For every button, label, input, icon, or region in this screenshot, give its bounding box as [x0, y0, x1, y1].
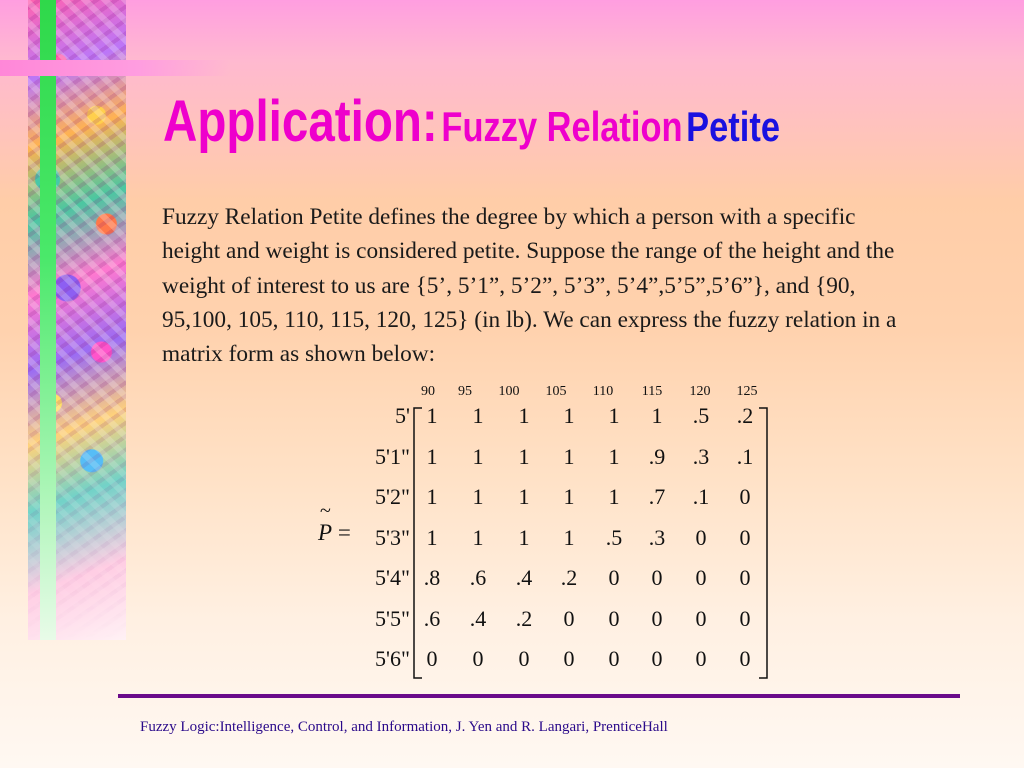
- row-label: 5': [395, 403, 410, 428]
- matrix-cell: 1: [472, 525, 484, 550]
- matrix-symbol-letter: P: [318, 520, 333, 545]
- matrix-cell: 0: [695, 525, 707, 550]
- matrix-cell: 1: [608, 444, 620, 469]
- column-header: 100: [498, 384, 520, 399]
- matrix-cell: 0: [608, 606, 620, 631]
- matrix-cell: 0: [563, 606, 575, 631]
- column-header: 95: [458, 384, 472, 399]
- matrix-cell: 0: [563, 646, 575, 671]
- matrix-cell: 1: [518, 444, 530, 469]
- matrix-cell: 0: [651, 646, 663, 671]
- matrix-cell: 1: [518, 525, 530, 550]
- matrix-cell: 0: [695, 646, 707, 671]
- matrix-cell: 1: [563, 403, 575, 428]
- matrix-label: [318, 500, 351, 546]
- matrix-cell: .4: [515, 565, 533, 590]
- matrix-cell: .3: [648, 525, 666, 550]
- matrix-cell: 0: [739, 565, 751, 590]
- matrix-cell: 0: [739, 646, 751, 671]
- matrix-column-headers: [0, 384, 1024, 404]
- matrix-cell: .1: [692, 484, 710, 509]
- decorative-green-bar: [40, 0, 56, 640]
- slide-title: [163, 88, 780, 155]
- matrix-cell: 1: [426, 403, 438, 428]
- row-label: 5'6": [375, 646, 410, 671]
- matrix-cell: 0: [651, 606, 663, 631]
- column-header: 105: [545, 384, 567, 399]
- matrix-cell: 0: [472, 646, 484, 671]
- row-label: 5'3": [375, 525, 410, 550]
- matrix-tilde: ~: [320, 500, 331, 522]
- matrix-cell: .7: [648, 484, 666, 509]
- matrix-cell: 1: [563, 484, 575, 509]
- slide-body-text: Fuzzy Relation Petite defines the degree by which a person with a specific height and weight is considered petite. Suppose the range of the height and the weight of interest to us are {5’, 5’1”, 5’2”, 5’3”, 5’4”,5’5”,5’6”}, and {90, 95,100, 105, 110, 115, 120, 125} (in lb). We can express the fuzzy relation in a matrix form as shown below:: [162, 204, 897, 368]
- matrix-cell: 1: [518, 403, 530, 428]
- matrix-cell: 0: [695, 565, 707, 590]
- matrix-cell: 1: [426, 484, 438, 509]
- decorative-pink-band: [0, 60, 230, 76]
- matrix-cell: 0: [739, 606, 751, 631]
- footer-rule: [118, 694, 960, 698]
- matrix-cell: 1: [563, 444, 575, 469]
- row-label: 5'5": [375, 606, 410, 631]
- matrix-symbol: [318, 500, 333, 545]
- matrix-cell: .9: [648, 444, 666, 469]
- matrix-cell: 1: [563, 525, 575, 550]
- matrix-cell: 1: [426, 525, 438, 550]
- row-label: 5'1": [375, 444, 410, 469]
- title-part-petite: Petite: [686, 103, 780, 150]
- matrix-cell: 0: [518, 646, 530, 671]
- matrix-cell: .3: [692, 444, 710, 469]
- matrix-cell: .2: [560, 565, 578, 590]
- title-main: Application:: [163, 89, 438, 154]
- matrix-equals: =: [337, 520, 351, 545]
- row-label: 5'4": [375, 565, 410, 590]
- column-header: 90: [421, 384, 435, 399]
- matrix-cell: 0: [739, 484, 751, 509]
- matrix-cell: 1: [472, 444, 484, 469]
- matrix-cell: .8: [423, 565, 441, 590]
- matrix-cell: .6: [423, 606, 441, 631]
- matrix-cell: .5: [692, 403, 710, 428]
- column-header: 115: [641, 384, 663, 399]
- left-bracket: [414, 408, 422, 678]
- right-bracket: [759, 408, 767, 678]
- matrix-cell: 0: [739, 525, 751, 550]
- matrix-cell: .6: [469, 565, 487, 590]
- matrix-cell: .2: [515, 606, 533, 631]
- matrix-cell: 0: [608, 565, 620, 590]
- title-part-fuzzy-relation: Fuzzy Relation: [441, 103, 683, 150]
- footer-citation: Fuzzy Logic:Intelligence, Control, and Information, J. Yen and R. Langari, PrenticeHall: [140, 719, 668, 735]
- matrix-cell: 1: [518, 484, 530, 509]
- matrix-cell: 1: [651, 403, 663, 428]
- matrix-cell: .1: [736, 444, 754, 469]
- matrix-cell: 1: [472, 484, 484, 509]
- column-header: 110: [592, 384, 614, 399]
- column-header: 125: [736, 384, 758, 399]
- matrix-cell: 1: [472, 403, 484, 428]
- matrix-cell: 0: [608, 646, 620, 671]
- matrix-cell: 0: [695, 606, 707, 631]
- matrix-cell: .4: [469, 606, 487, 631]
- matrix-cell: .5: [605, 525, 623, 550]
- column-header: 120: [689, 384, 711, 399]
- matrix-cell: 0: [651, 565, 663, 590]
- row-label: 5'2": [375, 484, 410, 509]
- matrix-cell: 1: [608, 403, 620, 428]
- matrix-cell: .2: [736, 403, 754, 428]
- matrix-cell: 1: [608, 484, 620, 509]
- matrix-cell: 0: [426, 646, 438, 671]
- matrix-cell: 1: [426, 444, 438, 469]
